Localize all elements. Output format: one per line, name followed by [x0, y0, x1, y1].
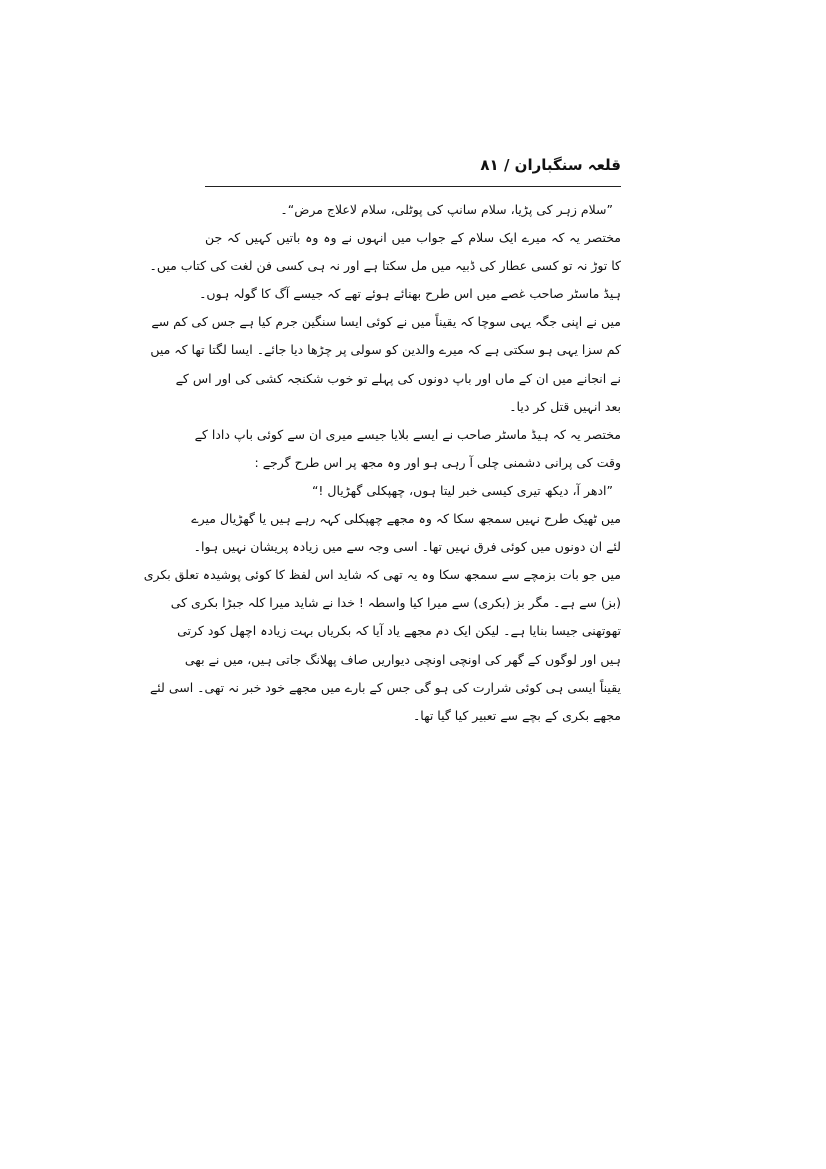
text-line: وقت کی پرانی دشمنی چلی آ رہی ہو اور وہ مجھ پر اس طرح گرجے : — [254, 454, 621, 470]
text-line: ہیں اور لوگوں کے گھر کی اونچی اونچی دیواریں صاف پھلانگ جاتی ہیں، میں نے بھی — [184, 651, 621, 667]
text-line: میں ٹھیک طرح نہیں سمجھ سکا کہ وہ مجھے چھپکلی کہہ رہے ہیں یا گھڑیال میرے — [191, 511, 621, 527]
text-line: تھوتھنی جیسا بنایا ہے۔ لیکن ایک دم مجھے یاد آیا کہ بکریاں بہت زیادہ اچھل کود کرتی — [177, 623, 621, 639]
text-line: کم سزا یہی ہو سکتی ہے کہ میرے والدین کو سولی پر چڑھا دیا جائے۔ ایسا لگتا تھا کہ میں — [150, 342, 621, 358]
text-line: ہیڈ ماسٹر صاحب غصے میں اس طرح بھنائے ہوئے تھے کہ جیسے آگ کا گولہ ہوں۔ — [199, 286, 621, 302]
text-line: بعد انہیں قتل کر دیا۔ — [509, 398, 621, 414]
text-line: لئے ان دونوں میں کوئی فرق نہیں تھا۔ اسی وجہ سے میں زیادہ پریشان نہیں ہوا۔ — [193, 539, 621, 555]
header-divider — [205, 186, 621, 187]
text-line: ”ادھر آ، دیکھ تیری کیسی خبر لیتا ہوں، چھپکلی گھڑیال !“ — [311, 482, 613, 498]
text-line: میں نے اپنی جگہ یہی سوچا کہ یقیناً میں نے کوئی ایسا سنگین جرم کیا ہے جس کی کم سے — [151, 314, 621, 330]
text-line: مجھے بکری کے بچے سے تعبیر کیا گیا تھا۔ — [412, 707, 621, 723]
running-title: قلعہ سنگباران / ٨١ — [480, 156, 621, 174]
text-line: مختصر یہ کہ ہیڈ ماسٹر صاحب نے ایسے بلایا جیسے میری ان سے کوئی باپ دادا کے — [194, 426, 621, 442]
text-line: ”سلام زہر کی پڑیا، سلام سانپ کی پوٹلی، سلام لاعلاج مرض“۔ — [280, 202, 613, 217]
text-line: کا توڑ نہ تو کسی عطار کی ڈبیہ میں مل سکتا ہے اور نہ ہی کسی فن لغت کی کتاب میں۔ — [149, 258, 621, 274]
text-line: مختصر یہ کہ میرے ایک سلام کے جواب میں انہوں نے وہ وہ باتیں کہیں کہ جن — [205, 230, 621, 246]
page-header — [205, 156, 621, 184]
text-line: میں جو بات بزمچے سے سمجھ سکا وہ یہ تھی کہ شاید اس لفظ کا کوئی پوشیدہ تعلق بکری — [143, 567, 621, 583]
text-line: نے انجانے میں ان کے ماں اور باپ دونوں کی پہلے تو خوب شکنجہ کشی کی اور اس کے — [175, 370, 621, 386]
text-line: (بز) سے ہے۔ مگر بز (بکری) سے میرا کیا واسطہ ! خدا نے شاید میرا کلہ جبڑا بکری کی — [170, 595, 621, 611]
body-text — [143, 196, 621, 730]
text-line: یقیناً ایسی ہی کوئی شرارت کی ہو گی جس کے بارے میں مجھے خود خبر نہ تھی۔ اسی لئے — [149, 679, 621, 695]
